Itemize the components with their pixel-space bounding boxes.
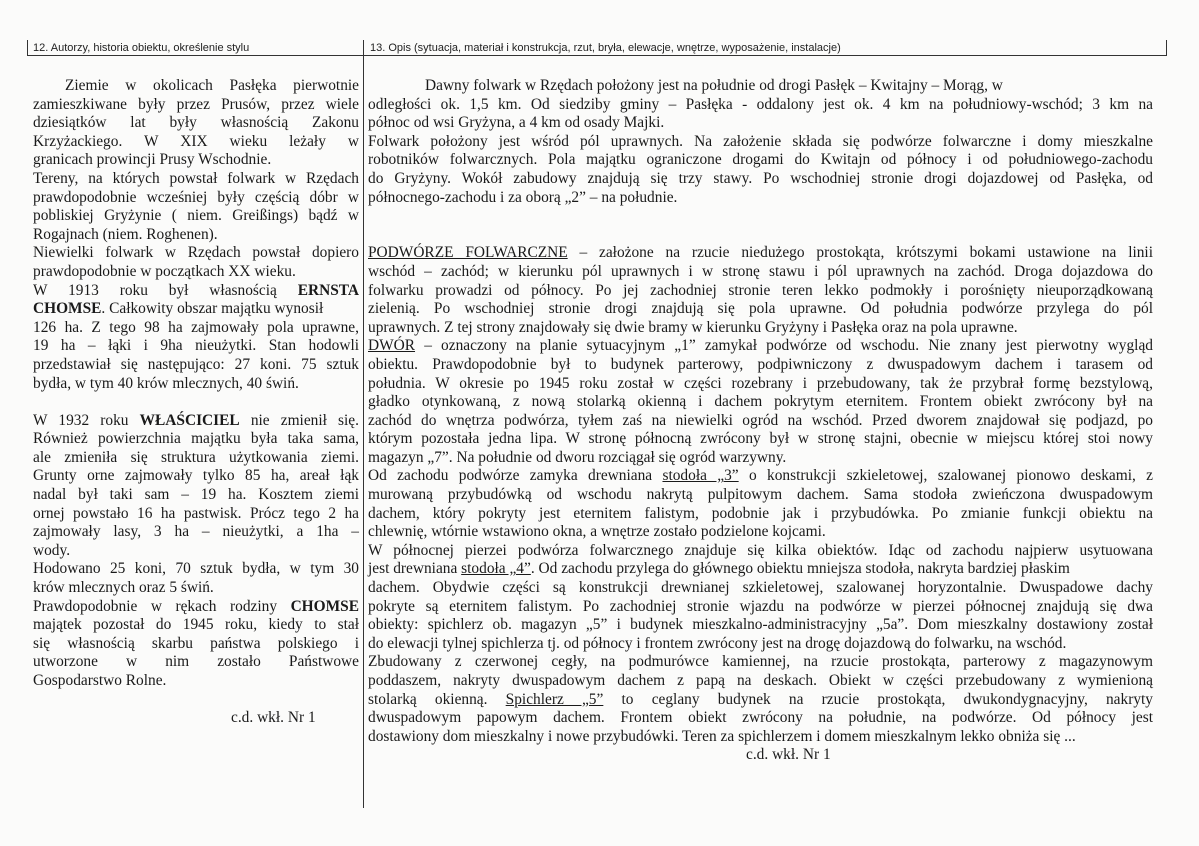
text-fragment: stolarką okienną. (368, 690, 506, 708)
text-line: Tereny, na których powstał folwark w Rzędach (33, 169, 359, 187)
text-line: majątek pozostał do 1945 roku, kiedy to stał (33, 616, 359, 634)
building-label: stodoła „3” (662, 467, 739, 485)
text-line: do Gryżyny. Wokół zabudowy znajdują się trzy stawy. Po wschodniej stronie drogi dojazdowej od Pasłęka, od (368, 169, 1153, 187)
owner-name: CHOMSE (290, 597, 359, 615)
text-fragment: W 1932 roku (33, 411, 129, 429)
text-line: do elewacji tylnej spichlerza tj. od północy i frontem zwrócony jest na drogę dojazdową do folwarku, na wschód. (368, 634, 1067, 652)
text-fragment: – oznaczony na planie sytuacyjnym „1” zamykał podwórze od wschodu. Nie znany jest pierwotny wygląd (415, 337, 1153, 355)
text-fragment: nie zmienił się. (250, 411, 359, 429)
text-fragment: o konstrukcji szkieletowej, szalowanej pionowo deskami, z (738, 467, 1153, 485)
text-line: Gospodarstwo Rolne. (33, 672, 167, 689)
header-rule-left (27, 55, 363, 56)
description-column (368, 77, 1153, 765)
text-line: dziesiątków lat były własnością Zakonu (33, 114, 359, 132)
text-line: Zbudowany z czerwonej cegły, na podmurówce kamiennej, na rzucie prostokąta, parterowy z magazynowym (368, 653, 1153, 671)
text-fragment: – założone na rzucie niedużego prostokąta, krótszymi bokami ustawione na linii (567, 244, 1153, 262)
continuation-note: c.d. wkł. Nr 1 (231, 708, 316, 726)
text-line (368, 691, 1153, 710)
text-line: bydła, w tym 40 krów mlecznych, 40 świń. (33, 374, 299, 392)
text-line: dostawiony dom mieszkalny i nowe przybudówki. Teren za spichlerzem i domem mieszkalnym lekko obniża się ... (368, 727, 1076, 745)
text-line: utworzone w nim zostało Państwowe (33, 653, 359, 671)
text-line: ornej powstało 16 ha pastwisk. Prócz tego 2 ha (33, 504, 359, 522)
text-line: nadal był taki sam – 19 ha. Kosztem ziemi (33, 486, 359, 504)
text-line: którym pozostała jedna lipa. W stronę północną zwrócony był w stronę stajni, obecnie w miejscu której stoi nowy (368, 430, 1153, 448)
text-fragment: . Od zachodu przylega do głównego obiektu mniejsza stodoła, nakryta bardziej płaskim (530, 560, 1070, 578)
text-line: magazyn „7”. Na południe od dworu rozciągał się ogród warzywny. (368, 448, 787, 466)
text-line: dachem, który pokryty jest eternitem falistym, podobnie jak i przybudówka. Po zmianie funkcji obiektu na (368, 504, 1153, 522)
text-line (33, 300, 359, 319)
section-12-header: 12. Autorzy, historia obiektu, określenie stylu (33, 42, 250, 54)
header-rule-right (364, 55, 1166, 56)
text-line: dwuspadowym papowym dachem. Frontem obiekt zwrócony na południe, na podwórze. Od północy jest (368, 709, 1153, 727)
paragraph-gap (368, 226, 1153, 245)
text-line: obiektu. Prawdopodobnie był to budynek parterowy, podpiwniczony z dwuspadowym dachem i tarasem od (368, 355, 1153, 373)
text-line: 19 ha – łąki i 9ha nieużytki. Stan hodowli (33, 337, 359, 355)
text-line: chlewnię, wtórnie wstawiono okna, a wnętrze zostało podzielone kojcami. (368, 523, 826, 541)
owner-label: WŁAŚCICIEL (139, 411, 240, 429)
frame-left-tick (27, 40, 28, 56)
text-line: Krzyżackiego. W XIX wieku leżały w (33, 132, 359, 150)
text-line: gładko otynkowaną, z nową stolarką okienną i dachem pokrytym eternitem. Frontem obiekt zwrócony był na (368, 393, 1153, 411)
text-line: zamieszkiwane były przez Prusów, przez wiele (33, 95, 359, 113)
text-line: obiekty: spichlerz ob. magazyn „5” i budynek mieszkalno-administracyjny „5a”. Dom mieszkalny dostawiony został (368, 616, 1153, 634)
paragraph-gap (368, 207, 1153, 226)
text-fragment: Od zachodu podwórze zamyka drewniana (368, 467, 663, 485)
text-line: się własnością skarbu państwa polskiego i (33, 634, 359, 652)
text-line: dachem. Obydwie części są konstrukcji drewnianej szkieletowej, szalowanej horyzontalnie. Dwuspadowe dachy (368, 579, 1153, 597)
text-line: Również powierzchnia majątku była taka sama, (33, 430, 359, 448)
text-line (368, 244, 1153, 263)
text-line (33, 412, 359, 431)
building-label: stodoła „4” (461, 560, 531, 578)
section-13-header: 13. Opis (sytuacja, materiał i konstrukcja, rzut, bryła, elewacje, wnętrze, wyposażenie, instalacje) (370, 42, 841, 54)
text-line (368, 467, 1153, 486)
text-line: wody. (33, 541, 71, 559)
continuation-note: c.d. wkł. Nr 1 (746, 746, 831, 764)
text-line: zajmowały lasy, 3 ha – nieużytki, a 1ha – (33, 523, 359, 541)
text-line: zielenią. Po wschodniej stronie drogi znajdują się pola uprawne. Od południa podwórze przylega do pól (368, 300, 1153, 318)
history-column (33, 77, 359, 727)
frame-right-tick (1166, 40, 1167, 56)
text-line: prawdopodobnie wcześniej były częścią dóbr w (33, 188, 359, 206)
text-line: 126 ha. Z tego 98 ha zajmowały pola uprawne, (33, 318, 359, 336)
text-line: uprawnych. Z tej strony znajdowały się dwie bramy w kierunku Gryżyny i Pasłęka oraz na pola uprawne. (368, 318, 1018, 336)
text-line: południa. W okresie po 1945 roku został w części rozebrany i przebudowany, tak że przybrał formę bezstylową, (368, 374, 1153, 392)
text-line: zachód do wnętrza podwórza, tyłem zaś na niewielki ogród na wschód. Przed dworem znajdował się podjazd, po (368, 411, 1153, 429)
text-fragment: Prawdopodobnie w rękach rodziny (33, 597, 278, 615)
text-line: krów mlecznych oraz 5 świń. (33, 579, 214, 597)
text-line: Rogajnach (niem. Roghenen). (33, 225, 218, 243)
section-heading: PODWÓRZE FOLWARCZNE (368, 244, 568, 262)
text-line: robotników folwarcznych. Pola majątku ograniczone drogami do Kwitajn od północy i od południowego-zachodu (368, 151, 1153, 169)
building-label: Spichlerz „5” (505, 690, 604, 708)
text-line (33, 598, 359, 617)
text-line: przedstawiał się następująco: 27 koni. 75 sztuk (33, 355, 359, 373)
text-line: pobliskiej Gryżynie ( niem. Greißings) bądź w (33, 207, 359, 225)
text-line: odległości ok. 1,5 km. Od siedziby gminy – Pasłęka - oddalony jest ok. 4 km na południowy-wschód; 3 km na (368, 95, 1153, 113)
section-heading: DWÓR (368, 337, 416, 355)
text-line: Niewielki folwark w Rzędach powstał dopiero (33, 244, 359, 262)
text-line: północ od wsi Gryżyna, a 4 km od osady Majki. (368, 114, 665, 132)
text-line: Dawny folwark w Rzędach położony jest na południe od drogi Pasłęk – Kwitajny – Morąg, w (425, 77, 1003, 94)
column-divider (363, 40, 364, 808)
text-line: folwarku prowadzi od północy. Po jej zachodniej stronie teren lekko podmokły i porośnięty nieuporządkowaną (368, 281, 1153, 299)
text-fragment: . Całkowity obszar majątku wynosił (101, 300, 324, 318)
text-line: murowaną przybudówką od wschodu nakrytą pulpitowym dachem. Sama stodoła zwieńczona dwuspadowym (368, 486, 1153, 504)
text-line: prawdopodobnie w początkach XX wieku. (33, 262, 296, 280)
text-line: Ziemie w okolicach Pasłęka pierwotnie (65, 77, 359, 94)
text-line (33, 282, 359, 301)
text-line (368, 337, 1153, 356)
text-line: Hodowano 25 koni, 70 sztuk bydła, w tym 30 (33, 560, 359, 578)
text-fragment: to ceglany budynek na rzucie prostokąta, dwukondygnacyjny, nakryty (603, 690, 1154, 708)
text-line: północnego-zachodu i za oborą „2” – na południe. (368, 188, 678, 206)
text-line: pokryte są eternitem falistym. Po zachodniej stronie wjazdu na podwórze w pierzei północnej znajdują się dwa (368, 597, 1153, 615)
paragraph-gap (33, 393, 359, 412)
text-line: poddaszem, nakryty dwuspadowym dachem z papą na deskach. Obiekt w części przebudowany z wymienioną (368, 672, 1153, 689)
text-line (368, 560, 1153, 579)
text-line: ale zmieniła się struktura użytkowania ziemi. (33, 448, 359, 466)
text-line: Folwark położony jest wśród pól uprawnych. Na założenie składa się podwórze folwarczne i domy mieszkalne (368, 132, 1153, 150)
text-line: granicach prowincji Prusy Wschodnie. (33, 151, 272, 169)
text-fragment: jest drewniana (368, 560, 462, 578)
text-fragment: W 1913 roku był własnością (33, 281, 277, 299)
text-line: W północnej pierzei podwórza folwarcznego znajduje się kilka obiektów. Idąc od zachodu najpierw usytuowana (368, 541, 1153, 559)
owner-name: ERNSTA (297, 281, 359, 299)
owner-name: CHOMSE (33, 300, 102, 318)
text-line: Grunty orne zajmowały tylko 85 ha, areał łąk (33, 467, 359, 485)
text-line: wschód – zachód; w kierunku pól uprawnych i w stronę stawu i pól uprawnych na zachód. Droga dojazdowa do (368, 262, 1153, 280)
